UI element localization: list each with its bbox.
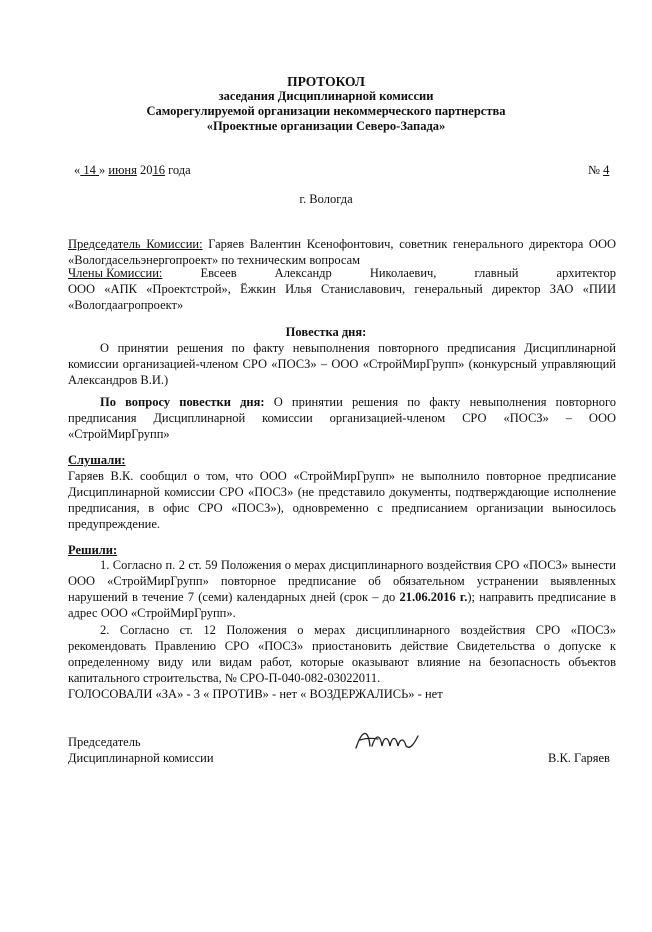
question-paragraph xyxy=(68,394,616,442)
header-line-3: «Проектные организации Северо-Запада» xyxy=(206,119,446,133)
members-text: ООО «АПК «Проектстрой», Ёжкин Илья Станиславович, генеральный директор ЗАО «ПИИ «Вологдаагропроект» xyxy=(68,282,616,312)
protocol-date: « 14 » июня 2016 года xyxy=(74,163,191,177)
agenda-heading: Повестка дня: xyxy=(285,325,367,339)
signer-role-line-2: Дисциплинарной комиссии xyxy=(68,751,214,765)
signer-name: В.К. Гаряев xyxy=(548,751,610,765)
date-day: 14 xyxy=(83,163,96,177)
deadline-date: 21.06.2016 г. xyxy=(399,590,468,604)
chair-paragraph xyxy=(68,236,616,268)
chair-text: Гаряев Валентин Ксенофонтович, советник генерального директора ООО «Вологдасельэнергопроект» по техническим вопросам xyxy=(68,237,616,267)
handwritten-signature xyxy=(352,724,432,756)
header-line-2: Саморегулируемой организации некоммерческого партнерства xyxy=(146,104,506,118)
header-line-1: заседания Дисциплинарной комиссии xyxy=(218,89,434,103)
question-label: По вопросу повестки дня: xyxy=(100,395,265,409)
decided-heading: Решили: xyxy=(68,543,118,557)
heard-heading: Слушали: xyxy=(68,453,126,467)
chair-label: Председатель Комиссии: xyxy=(68,237,203,251)
protocol-number: № 4 xyxy=(588,163,610,177)
signer-role-line-1: Председатель xyxy=(68,735,141,749)
document-title: ПРОТОКОЛ xyxy=(287,74,365,89)
agenda-text: О принятии решения по факту невыполнения повторного предписания Дисциплинарной комиссии организацией-членом СРО «ПОСЗ» – ООО «СтройМирГрупп» (конкурсный управляющий Александров В.И.) xyxy=(68,341,616,387)
date-month: июня xyxy=(108,163,137,177)
date-year: 2016 xyxy=(139,163,165,177)
heard-text: Гаряев В.К. сообщил о том, что ООО «СтройМирГрупп» не выполнило повторное предписание Дисциплинарной комиссии СРО «ПОСЗ» (не представило документы, подтверждающие исполнение предписания, в офис СРО «ПОСЗ»), одновременно с предписанием организации выносилось предупреждение. xyxy=(68,469,616,531)
decision-item-2: 2. Согласно ст. 12 Положения о мерах дисциплинарного воздействия СРО «ПОСЗ» рекомендовать Правлению СРО «ПОСЗ» приостановить действие Свидетельства о допуске к определенному виду или видам работ, которые оказывают влияние на безопасность объектов капитального строительства, № СРО-П-040-082-03022011. xyxy=(68,623,616,685)
vote-result: ГОЛОСОВАЛИ «ЗА» - 3 « ПРОТИВ» - нет « ВОЗДЕРЖАЛИСЬ» - нет xyxy=(68,687,443,701)
members-paragraph: Члены Комиссии: Евсеев Александр Николаевич, главный архитектор ООО «АПК «Проектстрой», Ёжкин Илья Станиславович, генеральный директор ЗАО «ПИИ «Вологдаагропроект» xyxy=(68,266,616,312)
members-label: Члены Комиссии: xyxy=(68,266,163,280)
decision-item-1: 1. Согласно п. 2 ст. 59 Положения о мерах дисциплинарного воздействия СРО «ПОСЗ» вынести ООО «СтройМирГрупп» повторное предписание об обязательном устранении выявленных нарушений в течение 7 (семи) календарных дней (срок – до 21.06.2016 г.); направить предписание в адрес ООО «СтройМирГрупп». xyxy=(68,558,616,620)
question-text: О принятии решения по факту невыполнения повторного предписания Дисциплинарной комиссии организацией-членом СРО «ПОСЗ» – ООО «СтройМирГрупп» xyxy=(68,395,617,441)
city: г. Вологда xyxy=(299,192,353,206)
